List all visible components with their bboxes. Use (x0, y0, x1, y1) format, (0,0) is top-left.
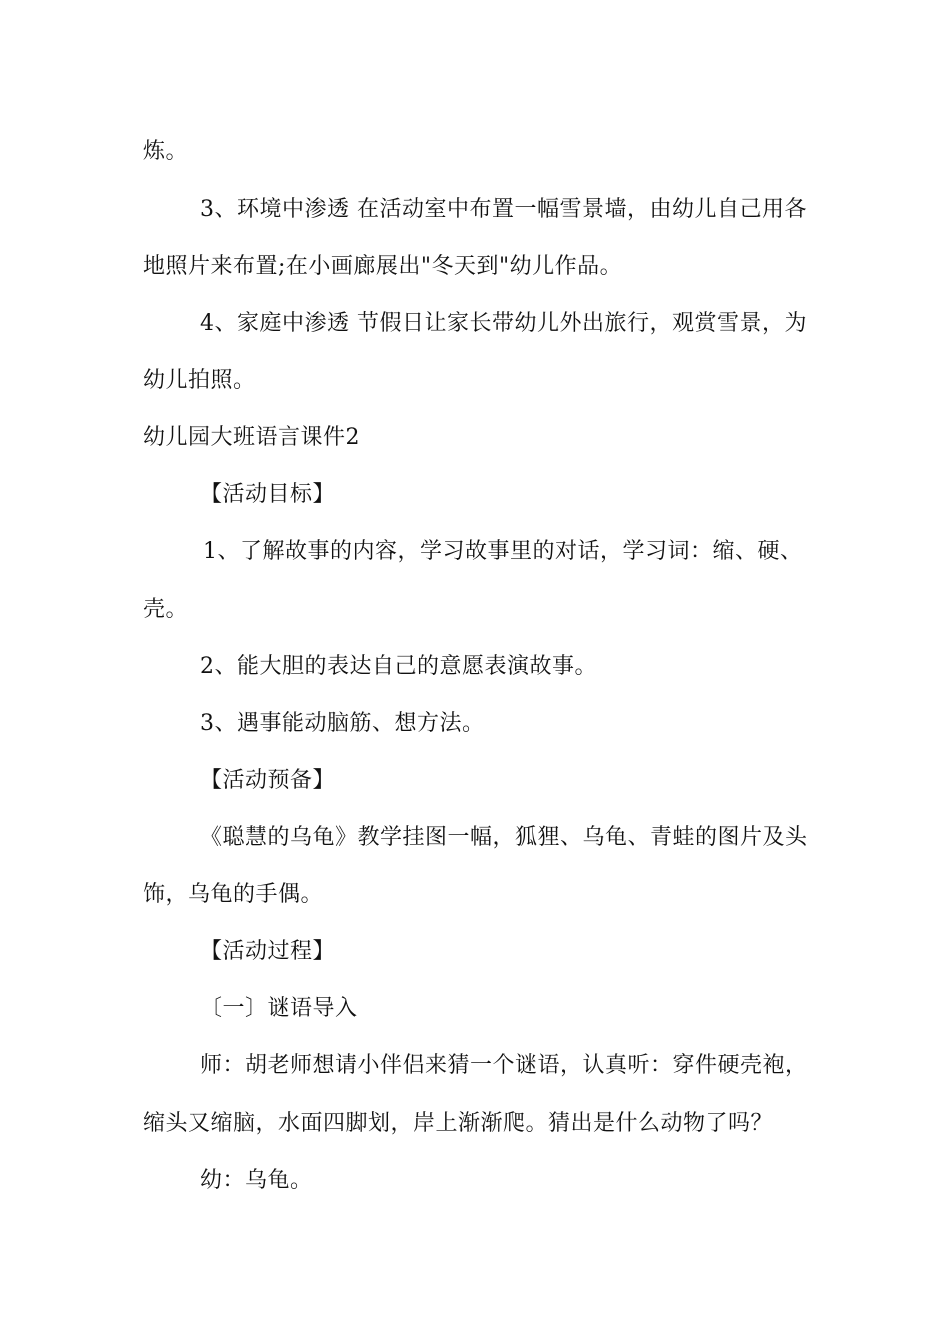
paragraph-line: 1、了解故事的内容，学习故事里的对话，学习词：缩、硬、 (203, 539, 803, 564)
paragraph-line: 幼儿拍照。 (143, 368, 256, 393)
paragraph-line: 3、环境中渗透 在活动室中布置一幅雪景墙，由幼儿自己用各 (200, 197, 807, 222)
paragraph-line: 师：胡老师想请小伴侣来猜一个谜语，认真听：穿件硬壳袍， (200, 1053, 808, 1078)
section-title: 幼儿园大班语言课件2 (143, 425, 360, 450)
section-heading: 【活动目标】 (200, 482, 336, 507)
paragraph-line: 缩头又缩脑，水面四脚划，岸上渐渐爬。猜出是什么动物了吗？ (143, 1111, 774, 1136)
section-heading: 【活动预备】 (200, 768, 336, 793)
paragraph-line: 地照片来布置;在小画廊展出"冬天到"幼儿作品。 (143, 254, 623, 279)
paragraph-line: 2、能大胆的表达自己的意愿表演故事。 (200, 654, 597, 679)
paragraph-line: 《聪慧的乌龟》教学挂图一幅，狐狸、乌龟、青蛙的图片及头 (200, 825, 808, 850)
section-heading: 【活动过程】 (200, 939, 336, 964)
paragraph-line: 3、遇事能动脑筋、想方法。 (200, 711, 485, 736)
paragraph-line: 4、家庭中渗透 节假日让家长带幼儿外出旅行，观赏雪景，为 (200, 311, 807, 336)
subsection-heading: 〔一〕谜语导入 (200, 996, 358, 1021)
paragraph-line: 饰，乌龟的手偶。 (143, 882, 324, 907)
paragraph-line: 壳。 (143, 597, 189, 622)
paragraph-line: 炼。 (143, 139, 189, 164)
paragraph-line: 幼：乌龟。 (200, 1168, 313, 1193)
